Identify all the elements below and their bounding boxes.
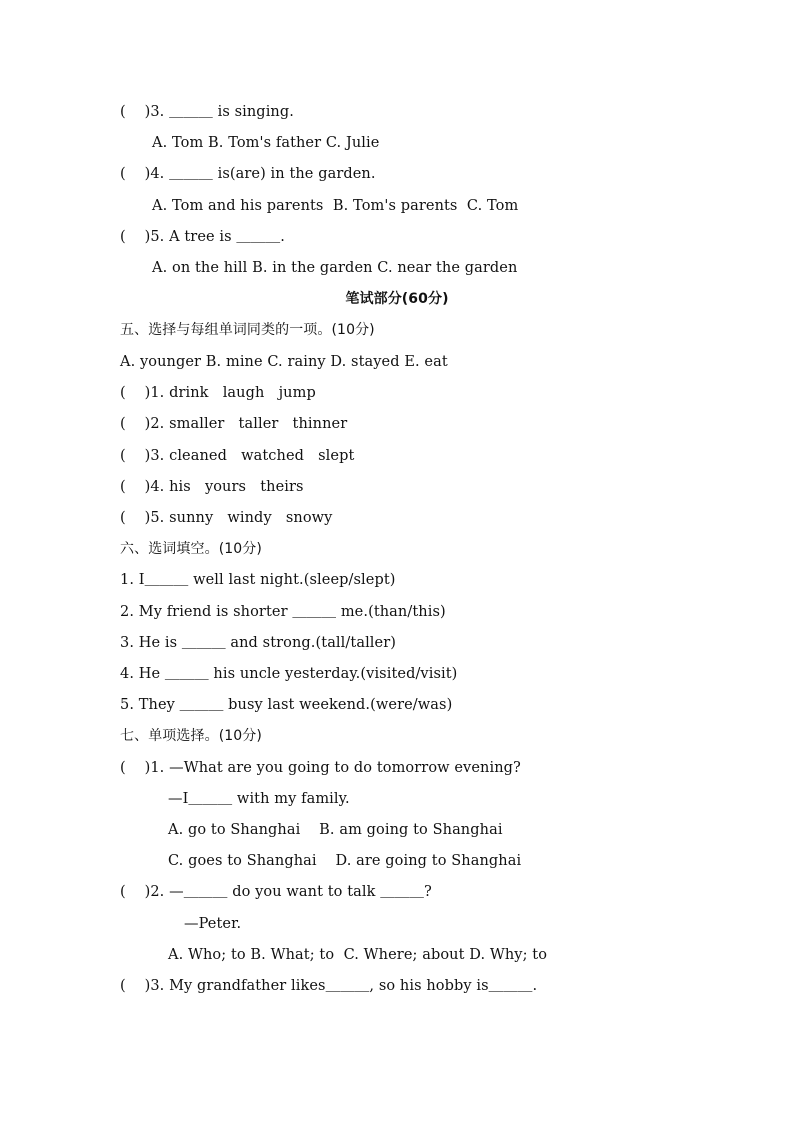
section6-item-2: 2. My friend is shorter ＿＿＿ me.(than/this) [120, 604, 446, 620]
section7-q2-reply: —Peter. [184, 916, 242, 932]
listening-question-4: ( )4. ＿＿＿ is(are) in the garden. [120, 166, 376, 182]
listening-question-3: ( )3. ＿＿＿ is singing. [120, 104, 294, 120]
section7-q3-stem: ( )3. My grandfather likes＿＿＿, so his hobby is＿＿＿. [120, 978, 538, 994]
section5-item-2: ( )2. smaller taller thinner [120, 416, 348, 432]
section5-item-3: ( )3. cleaned watched slept [120, 448, 355, 464]
section5-heading: 五、选择与每组单词同类的一项。(10分) [120, 322, 375, 338]
section6-heading: 六、选词填空。(10分) [120, 541, 262, 557]
section7-q1-stem: ( )1. —What are you going to do tomorrow evening? [120, 760, 521, 776]
section5-item-5: ( )5. sunny windy snowy [120, 510, 333, 526]
section7-q2-options: A. Who; to B. What; to C. Where; about D. Why; to [168, 947, 548, 963]
listening-question-5: ( )5. A tree is ＿＿＿. [120, 229, 285, 245]
written-part-title: 笔试部分(60分) [345, 291, 449, 307]
listening-question-3-options: A. Tom B. Tom's father C. Julie [152, 135, 380, 151]
section7-q2-stem: ( )2. —＿＿＿ do you want to talk ＿＿＿? [120, 884, 432, 900]
section6-item-1: 1. I＿＿＿ well last night.(sleep/slept) [120, 572, 396, 588]
listening-question-4-options: A. Tom and his parents B. Tom's parents C. Tom [152, 198, 519, 214]
section6-item-3: 3. He is ＿＿＿ and strong.(tall/taller) [120, 635, 397, 651]
section7-heading: 七、单项选择。(10分) [120, 728, 262, 744]
listening-question-5-options: A. on the hill B. in the garden C. near the garden [152, 260, 518, 276]
section6-item-5: 5. They ＿＿＿ busy last weekend.(were/was) [120, 697, 453, 713]
section7-q1-options-ab: A. go to Shanghai B. am going to Shanghai [168, 822, 503, 838]
section5-item-4: ( )4. his yours theirs [120, 479, 304, 495]
section7-q1-options-cd: C. goes to Shanghai D. are going to Shanghai [168, 853, 522, 869]
section7-q1-reply: —I＿＿＿ with my family. [168, 791, 350, 807]
section5-item-1: ( )1. drink laugh jump [120, 385, 316, 401]
section6-item-4: 4. He ＿＿＿ his uncle yesterday.(visited/visit) [120, 666, 458, 682]
section5-options: A. younger B. mine C. rainy D. stayed E. eat [120, 354, 448, 370]
